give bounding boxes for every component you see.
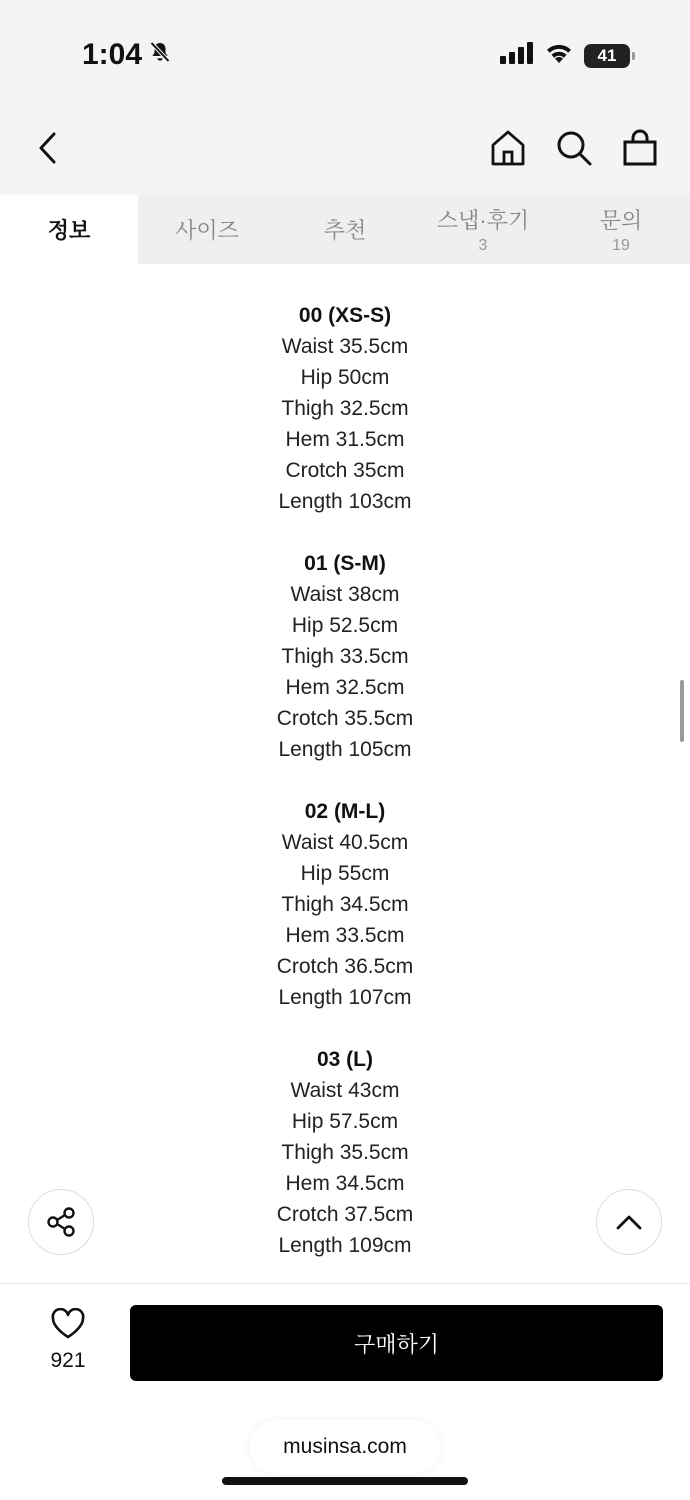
wifi-icon — [544, 42, 574, 69]
size-measure: Crotch 37.5cm — [276, 1203, 414, 1226]
size-measure: Length 109cm — [278, 1234, 412, 1257]
size-measure: Hem 33.5cm — [285, 924, 405, 947]
back-button[interactable] — [30, 130, 66, 166]
tab-size[interactable] — [138, 195, 276, 264]
size-measure: Waist 40.5cm — [281, 831, 409, 854]
size-measure: Hip 52.5cm — [291, 614, 399, 637]
size-measure: Length 107cm — [278, 986, 412, 1009]
heart-icon — [50, 1308, 86, 1340]
size-measure: Thigh 32.5cm — [281, 397, 409, 420]
product-tabs — [0, 195, 690, 264]
size-title: 01 (S-M) — [304, 552, 386, 575]
size-measure: Length 103cm — [278, 490, 412, 513]
size-measure: Thigh 35.5cm — [281, 1141, 409, 1164]
home-indicator — [222, 1477, 468, 1485]
share-icon — [44, 1205, 78, 1239]
size-title: 03 (L) — [316, 1048, 373, 1071]
tab-label: 사이즈 — [175, 218, 239, 243]
size-measure: Crotch 35.5cm — [276, 707, 414, 730]
size-measure: Waist 43cm — [290, 1079, 400, 1102]
signal-icon — [500, 42, 534, 69]
scrollbar[interactable] — [680, 680, 684, 742]
size-block — [0, 1044, 690, 1261]
tab-snap-review[interactable] — [414, 195, 552, 264]
share-button[interactable] — [28, 1189, 94, 1255]
tab-inquiry[interactable] — [552, 195, 690, 264]
bottom-purchase-bar — [0, 1283, 690, 1500]
size-measure: Hip 50cm — [300, 366, 390, 389]
size-title: 00 (XS-S) — [298, 304, 392, 327]
size-measure: Hip 57.5cm — [291, 1110, 399, 1133]
size-measure: Crotch 35cm — [285, 459, 405, 482]
size-title: 02 (M-L) — [304, 800, 386, 823]
status-bar — [0, 0, 690, 100]
chevron-left-icon — [37, 131, 59, 165]
size-measure: Hip 55cm — [300, 862, 390, 885]
size-measure: Length 105cm — [278, 738, 412, 761]
size-measure: Hem 32.5cm — [285, 676, 405, 699]
nav-bar — [0, 100, 690, 195]
tab-info[interactable] — [0, 195, 138, 264]
size-info-content — [0, 300, 690, 1292]
home-button[interactable] — [488, 128, 528, 168]
tab-label: 스냅·후기 — [436, 208, 530, 233]
size-measure: Hem 31.5cm — [285, 428, 405, 451]
like-button[interactable] — [38, 1308, 98, 1373]
battery-icon: 41 — [584, 44, 630, 68]
buy-button[interactable]: 구매하기 — [130, 1305, 663, 1381]
tab-label: 정보 — [47, 218, 91, 243]
chevron-up-icon — [615, 1213, 643, 1231]
size-measure: Thigh 33.5cm — [281, 645, 409, 668]
tab-count: 3 — [478, 237, 488, 254]
search-button[interactable] — [554, 128, 594, 168]
status-time — [82, 38, 172, 72]
tab-label: 추천 — [323, 218, 367, 243]
size-measure: Crotch 36.5cm — [276, 955, 414, 978]
tab-recommend[interactable] — [276, 195, 414, 264]
tab-label: 문의 — [599, 208, 643, 233]
scroll-top-button[interactable] — [596, 1189, 662, 1255]
shopping-bag-icon — [622, 129, 658, 167]
tab-count: 19 — [612, 237, 630, 254]
like-count: 921 — [50, 1349, 86, 1372]
time-label: 1:04 — [82, 38, 143, 71]
status-icons — [500, 42, 630, 69]
size-measure: Waist 35.5cm — [281, 335, 409, 358]
size-block — [0, 300, 690, 517]
size-measure: Waist 38cm — [290, 583, 400, 606]
url-pill[interactable]: musinsa.com — [250, 1420, 440, 1474]
bell-muted-icon — [148, 38, 172, 72]
search-icon — [555, 129, 593, 167]
size-measure: Hem 34.5cm — [285, 1172, 405, 1195]
cart-button[interactable] — [620, 128, 660, 168]
size-block — [0, 548, 690, 765]
home-icon — [489, 129, 527, 167]
size-measure: Thigh 34.5cm — [281, 893, 409, 916]
size-block — [0, 796, 690, 1013]
